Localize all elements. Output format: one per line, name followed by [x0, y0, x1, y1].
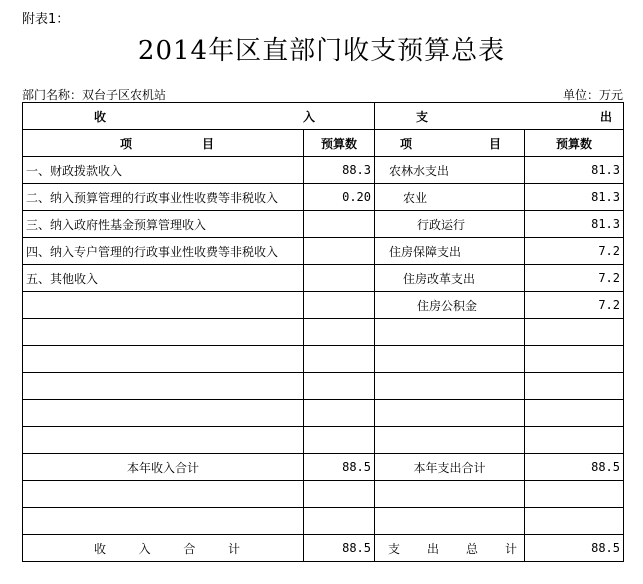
income-item-cell: 四、纳入专户管理的行政事业性收费等非税收入: [23, 238, 304, 265]
grand-expense-char: 出: [426, 541, 439, 556]
expense-item-cell: 农业: [375, 184, 525, 211]
unit-label: 单位：万元: [562, 88, 623, 102]
income-group-char-2: 入: [302, 109, 315, 124]
empty-cell: [375, 481, 525, 508]
income-item-char-2: 目: [201, 136, 214, 151]
empty-row: [23, 373, 624, 400]
year-income-total-label: 本年收入合计: [23, 454, 304, 481]
table-row: [23, 265, 624, 292]
expense-item-header: [375, 130, 525, 157]
expense-item-cell: 农林水支出: [375, 157, 525, 184]
empty-cell: [525, 427, 624, 454]
table-row: [23, 157, 624, 184]
grand-expense-char: 计: [504, 541, 517, 556]
grand-income-char: 收: [94, 541, 107, 556]
grand-income-char: 计: [227, 541, 240, 556]
expense-item-cell: 住房保障支出: [375, 238, 525, 265]
budget-table: [22, 102, 624, 562]
expense-item-cell: 行政运行: [375, 211, 525, 238]
grand-expense-label-chars: [378, 540, 521, 557]
income-value-cell: 88.3: [304, 157, 375, 184]
empty-cell: [304, 400, 375, 427]
grand-total-row: [23, 535, 624, 562]
empty-cell: [304, 508, 375, 535]
empty-cell: [23, 346, 304, 373]
income-value-cell: [304, 292, 375, 319]
grand-income-label: [23, 535, 304, 562]
empty-cell: [304, 373, 375, 400]
empty-cell: [23, 427, 304, 454]
expense-value-cell: 81.3: [525, 211, 624, 238]
year-expense-total-label: 本年支出合计: [375, 454, 525, 481]
empty-cell: [525, 508, 624, 535]
department-name: 部门名称：双台子区农机站: [22, 88, 167, 102]
income-item-cell: 一、财政拨款收入: [23, 157, 304, 184]
grand-income-char: 合: [183, 541, 196, 556]
table-row: [23, 292, 624, 319]
income-group-char-1: 收: [94, 109, 107, 124]
grand-expense-value: 88.5: [525, 535, 624, 562]
table-row: [23, 184, 624, 211]
column-header-row: [23, 130, 624, 157]
attachment-label: 附表1：: [22, 12, 70, 27]
group-header-row: [23, 103, 624, 130]
empty-cell: [525, 346, 624, 373]
income-group-header: [23, 103, 375, 130]
empty-cell: [525, 373, 624, 400]
budget-table-body: [23, 103, 624, 562]
expense-item-char-1: 项: [400, 136, 413, 151]
empty-cell: [525, 400, 624, 427]
table-row: [23, 238, 624, 265]
empty-cell: [375, 400, 525, 427]
income-item-cell: 二、纳入预算管理的行政事业性收费等非税收入: [23, 184, 304, 211]
empty-cell: [304, 346, 375, 373]
year-expense-total-value: 88.5: [525, 454, 624, 481]
empty-cell: [23, 481, 304, 508]
income-item-cell: 五、其他收入: [23, 265, 304, 292]
year-income-total-value: 88.5: [304, 454, 375, 481]
income-item-cell: 三、纳入政府性基金预算管理收入: [23, 211, 304, 238]
year-total-row: [23, 454, 624, 481]
grand-expense-char: 支: [388, 541, 401, 556]
expense-item-char-2: 目: [488, 136, 501, 151]
empty-cell: [525, 481, 624, 508]
income-value-cell: [304, 265, 375, 292]
expense-value-cell: 7.2: [525, 292, 624, 319]
empty-cell: [375, 427, 525, 454]
expense-value-cell: 81.3: [525, 184, 624, 211]
empty-cell: [375, 346, 525, 373]
grand-expense-char: 总: [465, 541, 478, 556]
table-row: [23, 211, 624, 238]
empty-row: [23, 400, 624, 427]
empty-cell: [375, 373, 525, 400]
expense-value-cell: 7.2: [525, 238, 624, 265]
income-value-cell: 0.20: [304, 184, 375, 211]
income-item-char-1: 项: [120, 136, 133, 151]
empty-row: [23, 319, 624, 346]
empty-row: [23, 481, 624, 508]
empty-cell: [375, 508, 525, 535]
income-item-cell: [23, 292, 304, 319]
income-budget-header: 预算数: [304, 130, 375, 157]
expense-item-cell: 住房改革支出: [375, 265, 525, 292]
empty-cell: [23, 508, 304, 535]
empty-cell: [23, 319, 304, 346]
grand-income-label-chars: [26, 540, 300, 557]
empty-cell: [23, 400, 304, 427]
expense-item-cell: 住房公积金: [375, 292, 525, 319]
grand-income-value: 88.5: [304, 535, 375, 562]
expense-budget-header: 预算数: [525, 130, 624, 157]
expense-value-cell: 81.3: [525, 157, 624, 184]
empty-cell: [375, 319, 525, 346]
grand-expense-label: [375, 535, 525, 562]
empty-cell: [304, 319, 375, 346]
page-title: 2014年区直部门收支预算总表: [137, 36, 506, 66]
empty-cell: [304, 481, 375, 508]
empty-cell: [304, 427, 375, 454]
expense-group-header: [375, 103, 624, 130]
grand-income-char: 入: [138, 541, 151, 556]
income-item-header: [23, 130, 304, 157]
income-value-cell: [304, 211, 375, 238]
empty-row: [23, 427, 624, 454]
expense-group-char-2: 出: [599, 109, 612, 124]
empty-row: [23, 508, 624, 535]
empty-cell: [23, 373, 304, 400]
income-value-cell: [304, 238, 375, 265]
expense-group-char-1: 支: [416, 109, 429, 124]
empty-row: [23, 346, 624, 373]
expense-value-cell: 7.2: [525, 265, 624, 292]
empty-cell: [525, 319, 624, 346]
